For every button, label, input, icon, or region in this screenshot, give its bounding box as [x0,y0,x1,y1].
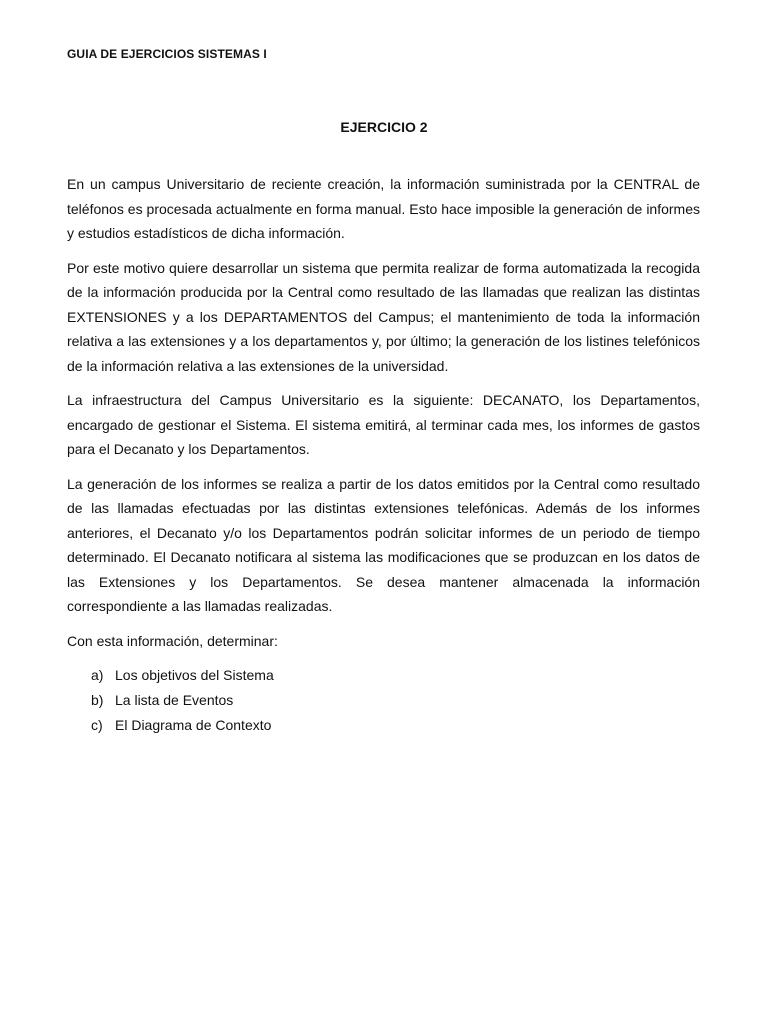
paragraph-2: Por este motivo quiere desarrollar un sistema que permita realizar de forma automatizada la recogida de la información producida por la Central como resultado de las llamadas que realizan las distintas EXTENSIONES y a los DEPARTAMENTOS del Campus; el mantenimiento de toda la información relativa a las extensiones y a los departamentos y, por último; la generación de los listines telefónicos de la información relativa a las extensiones de la universidad. [67,259,700,374]
exercise-body [67,172,700,738]
list-marker: a) [91,667,104,683]
list-item-text: La lista de Eventos [115,692,234,708]
paragraph-1: En un campus Universitario de reciente creación, la información suministrada por la CENTRAL de teléfonos es procesada actualmente en forma manual. Esto hace imposible la generación de informes y estudios estadísticos de dicha información. [67,176,700,241]
list-item-text: El Diagrama de Contexto [115,717,272,733]
running-header: GUIA DE EJERCICIOS SISTEMAS I [67,47,267,61]
paragraph-4: La generación de los informes se realiza a partir de los datos emitidos por la Central como resultado de las llamadas efectuadas por las distintas extensiones telefónicas. Además de los informes anteriores, el Decanato y/o los Departamentos podrán solicitar informes de un periodo de tiempo determinado. El Decanato notificara al sistema las modificaciones que se produzcan en los datos de las Extensiones y los Departamentos. Se desea mantener almacenada la información correspondiente a las llamadas realizadas. [67,475,700,614]
list-item [67,688,700,713]
exercise-title: EJERCICIO 2 [340,119,428,135]
task-intro: Con esta información, determinar: [67,632,278,649]
list-marker: c) [91,717,103,733]
list-item [67,663,700,688]
list-marker: b) [91,692,104,708]
list-item-text: Los objetivos del Sistema [115,667,274,683]
paragraph-3: La infraestructura del Campus Universitario es la siguiente: DECANATO, los Departamentos, encargado de gestionar el Sistema. El sistema emitirá, al terminar cada mes, los informes de gastos para el Decanato y los Departamentos. [67,392,700,457]
task-list [67,663,700,738]
list-item [67,713,700,738]
